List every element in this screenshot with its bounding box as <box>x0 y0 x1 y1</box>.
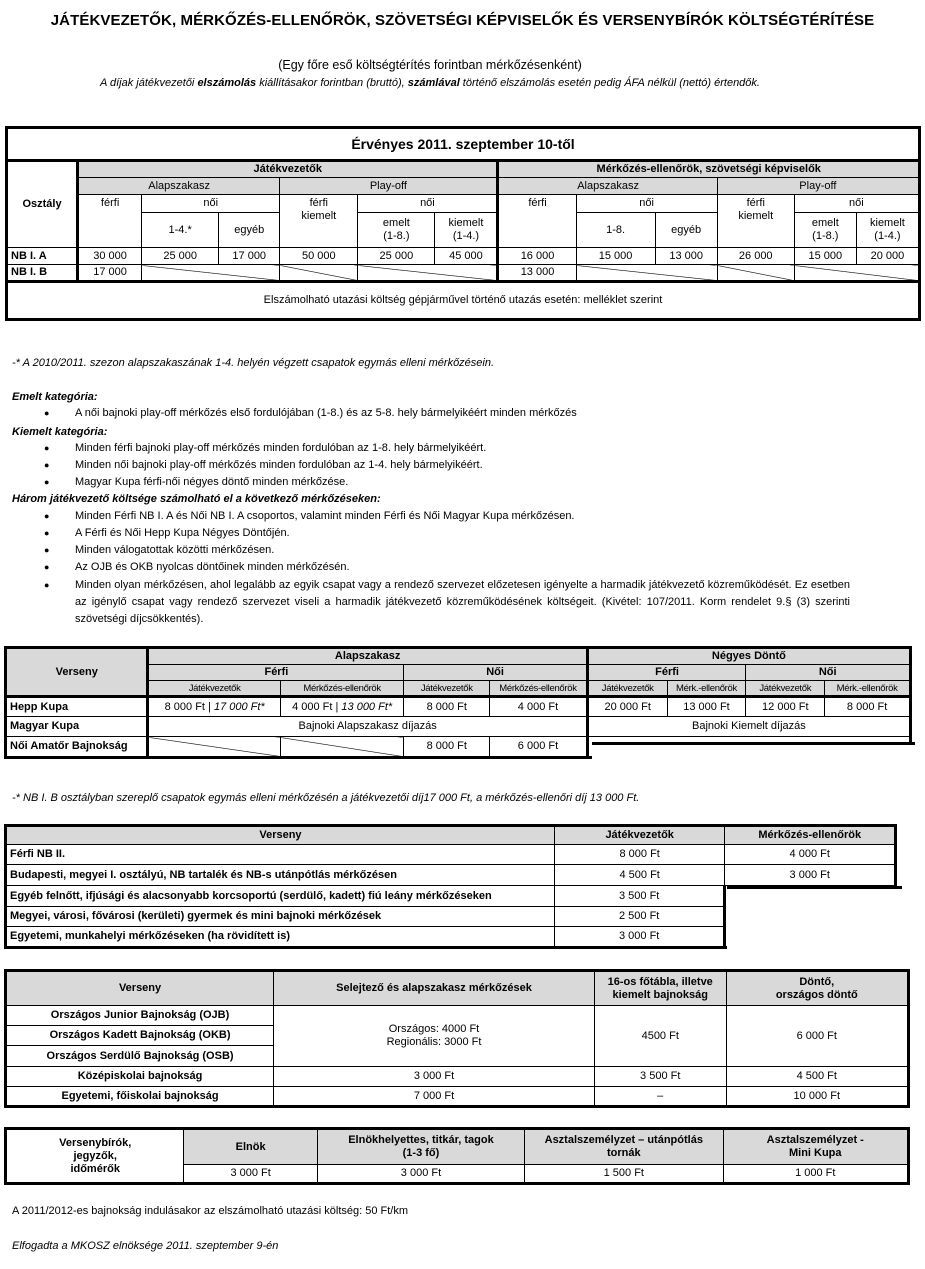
reg: Regionális: 3000 Ft <box>386 1036 482 1048</box>
cell: 17 000 <box>219 248 280 265</box>
harom-item: Az OJB és OKB nyolcas döntőinek minden mérkőzésén. <box>75 561 350 573</box>
h4b: országos döntő <box>775 988 858 1001</box>
cell: 8 000 Ft <box>404 737 490 758</box>
row-label: Egyetemi, munkahelyi mérkőzéseken (ha rövidített is) <box>6 927 555 948</box>
jv-noi-egyeb: egyéb <box>219 213 280 248</box>
r14-label: (1-4.) <box>452 230 480 242</box>
cell <box>148 697 280 717</box>
kiemelt-label: kiemelt <box>870 217 905 229</box>
jv-header: Játékvezetők <box>78 161 498 178</box>
col-me: Mérk.-ellenőrök <box>667 681 746 697</box>
cell: 4 500 Ft <box>726 1067 908 1087</box>
cell: 45 000 <box>435 248 498 265</box>
cell: 26 000 <box>717 248 794 265</box>
note-a: A díjak játékvezetői <box>100 77 198 89</box>
empty-cell <box>280 737 403 758</box>
cell: 6 000 Ft <box>490 737 588 758</box>
col-me: Mérkőzés-ellenőrök <box>490 681 588 697</box>
cell: 4500 Ft <box>594 1006 726 1067</box>
row-label: Női Amatőr Bajnokság <box>6 737 148 758</box>
empty-cell <box>576 265 717 282</box>
cell: 13 000 Ft <box>667 697 746 717</box>
cell: 13 000 <box>498 265 576 282</box>
note-b: elszámolás <box>197 77 257 89</box>
harom-item: Minden válogatottak közötti mérkőzésen. <box>75 544 275 556</box>
footer-approved: Elfogadta a MKOSZ elnöksége 2011. szeptember 9-én <box>12 1240 279 1252</box>
bullet-icon: ● <box>44 477 50 487</box>
cell: 8 000 Ft <box>825 697 911 717</box>
row-label: Középiskolai bajnokság <box>6 1067 274 1087</box>
emelt-item: A női bajnoki play-off mérkőzés első fordulójában (1-8.) és az 5-8. hely bármelyikéért minden mérkőzés <box>75 407 577 419</box>
row-label: Megyei, városi, fővárosi (kerületi) gyermek és mini bajnoki mérkőzések <box>6 907 555 927</box>
cell: 7 000 Ft <box>274 1087 595 1107</box>
table2-mask <box>592 742 915 769</box>
osztaly-header: Osztály <box>7 161 78 248</box>
cell: 30 000 <box>78 248 142 265</box>
table-row <box>6 865 896 886</box>
emelt-label: emelt <box>811 217 839 229</box>
cell: 25 000 <box>358 248 435 265</box>
table-row <box>6 697 911 717</box>
kiemelt-label: kiemelt <box>301 210 337 222</box>
h3a: 16-os főtábla, illetve <box>607 975 713 988</box>
harom-item: Minden Férfi NB I. A és Női NB I. A csoportos, valamint minden Férfi és Női Magyar Kupa mérkőzésen. <box>75 510 575 522</box>
cell: 3 000 Ft <box>554 927 725 948</box>
star-note: -* A 2010/2011. szezon alapszakaszának 1-4. helyén végzett csapatok egymás elleni mérkőzésein. <box>12 357 495 369</box>
negyes-ferfi: Férfi <box>587 665 746 681</box>
h0b: jegyzők, <box>73 1149 117 1162</box>
mini-a: Asztalszemélyzet - <box>766 1134 864 1146</box>
cell: 3 000 Ft <box>725 865 896 886</box>
col-jv: Játékvezetők <box>587 681 667 697</box>
cell: 16 000 <box>498 248 576 265</box>
page-subtitle: (Egy főre eső költségtérítés forintban mérkőzésenként) <box>278 58 582 72</box>
cell: 25 000 <box>142 248 219 265</box>
me-kiemelt <box>856 213 919 248</box>
cell: 12 000 Ft <box>746 697 825 717</box>
me-header: Mérkőzés-ellenőrök, szövetségi képviselők <box>498 161 920 178</box>
jv-emelt <box>358 213 435 248</box>
elnh-a: Elnökhelyettes, titkár, tagok <box>348 1134 494 1146</box>
elnh-b: (1-3 fő) <box>402 1147 440 1159</box>
cell: 50 000 <box>280 248 358 265</box>
jv-kiemelt <box>435 213 498 248</box>
cell: 6 000 Ft <box>726 1006 908 1067</box>
emelt-label: emelt <box>382 217 410 229</box>
empty-cell <box>142 265 280 282</box>
jv-noi-14: 1-4.* <box>142 213 219 248</box>
table-row <box>7 248 920 265</box>
col-me: Mérk.-ellenőrök <box>825 681 911 697</box>
cell: 1 500 Ft <box>525 1165 723 1184</box>
me-noi-18: 1-8. <box>576 213 655 248</box>
bullet-icon: ● <box>44 443 50 453</box>
r14-label: (1-4.) <box>874 230 901 242</box>
row-label: Országos Kadett Bajnokság (OKB) <box>6 1026 274 1046</box>
table-row <box>6 1067 909 1087</box>
hepp-2b: 13 000 Ft* <box>341 700 393 713</box>
cell: 4 500 Ft <box>554 865 725 886</box>
note-d: számlával <box>407 77 460 89</box>
h0a: Versenybírók, <box>59 1136 132 1149</box>
me-noi-egyeb: egyéb <box>655 213 717 248</box>
me-header: Mérkőzés-ellenőrök <box>725 826 896 845</box>
bullet-icon: ● <box>44 460 50 470</box>
col-jv: Játékvezetők <box>148 681 280 697</box>
cell: Bajnoki Kiemelt díjazás <box>587 717 910 737</box>
me-playoff: Play-off <box>717 178 919 195</box>
bullet-icon: ● <box>44 528 50 538</box>
page-note <box>0 77 860 89</box>
harom-item: A Férfi és Női Hepp Kupa Négyes Döntőjén. <box>75 527 290 539</box>
table-row <box>6 845 896 865</box>
me-ferfi-kiemelt <box>717 195 794 248</box>
footer-travel: A 2011/2012-es bajnokság indulásakor az elszámolható utazási költség: 50 Ft/km <box>12 1205 409 1217</box>
col-me: Mérkőzés-ellenőrök <box>280 681 403 697</box>
me-alapszakasz: Alapszakasz <box>498 178 717 195</box>
verseny-header: Verseny <box>6 648 148 697</box>
fotabla-header <box>594 971 726 1006</box>
me-ferfi: férfi <box>498 195 576 248</box>
empty-cell <box>717 265 794 282</box>
nbib-note: -* NB I. B osztályban szereplő csapatok egymás elleni mérkőzésén a játékvezetői díj17 000 Ft, a mérkőzés-ellenőri díj 13 000 Ft. <box>12 792 640 804</box>
negyes-noi: Női <box>746 665 911 681</box>
cell: 3 000 Ft <box>184 1165 317 1184</box>
table3-mask <box>727 886 902 957</box>
row-label: Országos Junior Bajnokság (OJB) <box>6 1006 274 1026</box>
page-title: JÁTÉKVEZETŐK, MÉRKŐZÉS-ELLENŐRÖK, SZÖVETSÉGI KÉPVISELŐK ÉS VERSENYBÍRÓK KÖLTSÉGTÉRÍTÉSE <box>50 12 875 29</box>
cell: Bajnoki Alapszakasz díjazás <box>148 717 587 737</box>
cell: 13 000 <box>655 248 717 265</box>
cell: 17 000 <box>78 265 142 282</box>
jv-noi-po: női <box>358 195 498 213</box>
ferfi-label: férfi <box>309 197 328 209</box>
kiemelt-label: kiemelt <box>738 210 774 222</box>
row-label: Hepp Kupa <box>6 697 148 717</box>
jv-playoff: Play-off <box>280 178 498 195</box>
jv-alapszakasz: Alapszakasz <box>78 178 280 195</box>
harom-item: Minden olyan mérkőzésen, ahol legalább az egyik csapat vagy a rendező szervezet előzetesen igényelte a harmadik játékvezető közreműködését. Ez esetben az igénylő csapat vagy rendező szervezet viseli a harmadik játékvezető közreműködésének költségeit. (Kivétel: 107/2011. Korm rendelet 9.§ (3) szerinti szövetségi díjcsökkentés). <box>75 579 850 625</box>
kiemelt-label: kiemelt <box>448 217 484 229</box>
travel-note: Elszámolható utazási költség gépjárművel történő utazás esetén: melléklet szerint <box>7 282 920 320</box>
valid-from: Érvényes 2011. szeptember 10-től <box>7 128 920 161</box>
asz-b: tornák <box>606 1147 641 1159</box>
elnok-header: Elnök <box>184 1129 317 1165</box>
jv-ferfi: férfi <box>78 195 142 248</box>
hepp-2a: 4 000 Ft | <box>292 700 342 713</box>
r18-label: (1-8.) <box>812 230 839 242</box>
table-row <box>7 265 920 282</box>
donto-header <box>726 971 908 1006</box>
versenybirok-header <box>6 1129 184 1184</box>
mini-header <box>723 1129 909 1165</box>
emelt-heading: Emelt kategória: <box>12 391 98 403</box>
cell: 3 500 Ft <box>554 886 725 907</box>
cell: 3 000 Ft <box>317 1165 524 1184</box>
cell: 1 000 Ft <box>723 1165 909 1184</box>
cell: 2 500 Ft <box>554 907 725 927</box>
kiemelt-item: Magyar Kupa férfi-női négyes döntő minden mérkőzése. <box>75 476 349 488</box>
cell: 8 000 Ft <box>554 845 725 865</box>
cell <box>280 697 403 717</box>
cell: 3 000 Ft <box>274 1067 595 1087</box>
r18-label: (1-8.) <box>383 230 410 242</box>
row-label: NB I. B <box>7 265 78 282</box>
me-noi: női <box>576 195 717 213</box>
note-e: történő elszámolás esetén pedig ÁFA nélkül (nettó) értendők. <box>459 77 760 89</box>
jv-header: Játékvezetők <box>554 826 725 845</box>
cell: 4 000 Ft <box>490 697 588 717</box>
cell: 3 500 Ft <box>594 1067 726 1087</box>
cell: 8 000 Ft <box>404 697 490 717</box>
row-label: Budapesti, megyei I. osztályú, NB tartalék és NB-s utánpótlás mérkőzésen <box>6 865 555 886</box>
asz-a: Asztalszemélyzet – utánpótlás <box>544 1134 703 1146</box>
harom-heading: Három játékvezető költsége számolható el a következő mérkőzéseken: <box>12 493 381 505</box>
cell: 10 000 Ft <box>726 1087 908 1107</box>
jv-noi: női <box>142 195 280 213</box>
kiemelt-heading: Kiemelt kategória: <box>12 426 108 438</box>
row-label: Egyéb felnőtt, ifjúsági és alacsonyabb korcsoportú (serdülő, kadett) fiú leány mérkőzéseken <box>6 886 555 907</box>
h4a: Döntő, <box>799 975 835 988</box>
empty-cell <box>794 265 919 282</box>
row-label: Férfi NB II. <box>6 845 555 865</box>
alap-ferfi: Férfi <box>148 665 404 681</box>
bullet-icon: ● <box>44 580 50 590</box>
hepp-1a: 8 000 Ft | <box>164 700 214 713</box>
cell: – <box>594 1087 726 1107</box>
cell: 15 000 <box>794 248 856 265</box>
row-label: NB I. A <box>7 248 78 265</box>
asztal-header <box>525 1129 723 1165</box>
empty-cell <box>280 265 358 282</box>
bullet-icon: ● <box>44 408 50 418</box>
me-noi-po: női <box>794 195 919 213</box>
col-jv: Játékvezetők <box>746 681 825 697</box>
cell: 20 000 <box>856 248 919 265</box>
mini-b: Mini Kupa <box>788 1147 842 1159</box>
table-row <box>6 1006 909 1026</box>
empty-cell <box>358 265 498 282</box>
ferfi-label: férfi <box>746 197 765 209</box>
bullet-icon: ● <box>44 511 50 521</box>
empty-cell <box>148 737 280 758</box>
bullet-icon: ● <box>44 545 50 555</box>
referee-fee-table <box>5 126 921 321</box>
note-c: kiállításakor forintban (bruttó), <box>256 77 408 89</box>
alap-noi: Női <box>404 665 587 681</box>
official-fee-table <box>4 1127 910 1185</box>
verseny-header: Verseny <box>6 971 274 1006</box>
hepp-1b: 17 000 Ft* <box>213 700 265 713</box>
table-row <box>6 1087 909 1107</box>
elnokhelyettes-header <box>317 1129 524 1165</box>
col-jv: Játékvezetők <box>404 681 490 697</box>
me-emelt <box>794 213 856 248</box>
row-label: Egyetemi, főiskolai bajnokság <box>6 1087 274 1107</box>
alap-header: Alapszakasz <box>148 648 587 665</box>
youth-championship-table <box>4 969 910 1108</box>
row-label: Magyar Kupa <box>6 717 148 737</box>
row-label: Országos Serdülő Bajnokság (OSB) <box>6 1046 274 1067</box>
h0c: időmérők <box>70 1162 120 1175</box>
negyes-header: Négyes Döntő <box>587 648 910 665</box>
kiemelt-item: Minden női bajnoki play-off mérkőzés minden fordulóban az 1-4. hely bármelyikéért. <box>75 459 483 471</box>
cell: 15 000 <box>576 248 655 265</box>
verseny-header: Verseny <box>6 826 555 845</box>
bullet-icon: ● <box>44 562 50 572</box>
h3b: kiemelt bajnokság <box>612 988 708 1001</box>
cell: 20 000 Ft <box>587 697 667 717</box>
orsz: Országos: 4000 Ft <box>388 1023 480 1035</box>
jv-ferfi-kiemelt <box>280 195 358 248</box>
kiemelt-item: Minden férfi bajnoki play-off mérkőzés minden fordulóban az 1-8. hely bármelyikéért. <box>75 442 487 454</box>
cell: 4 000 Ft <box>725 845 896 865</box>
selejtezo-header: Selejtező és alapszakasz mérkőzések <box>274 971 595 1006</box>
cell <box>274 1006 595 1067</box>
table-row <box>6 717 911 737</box>
